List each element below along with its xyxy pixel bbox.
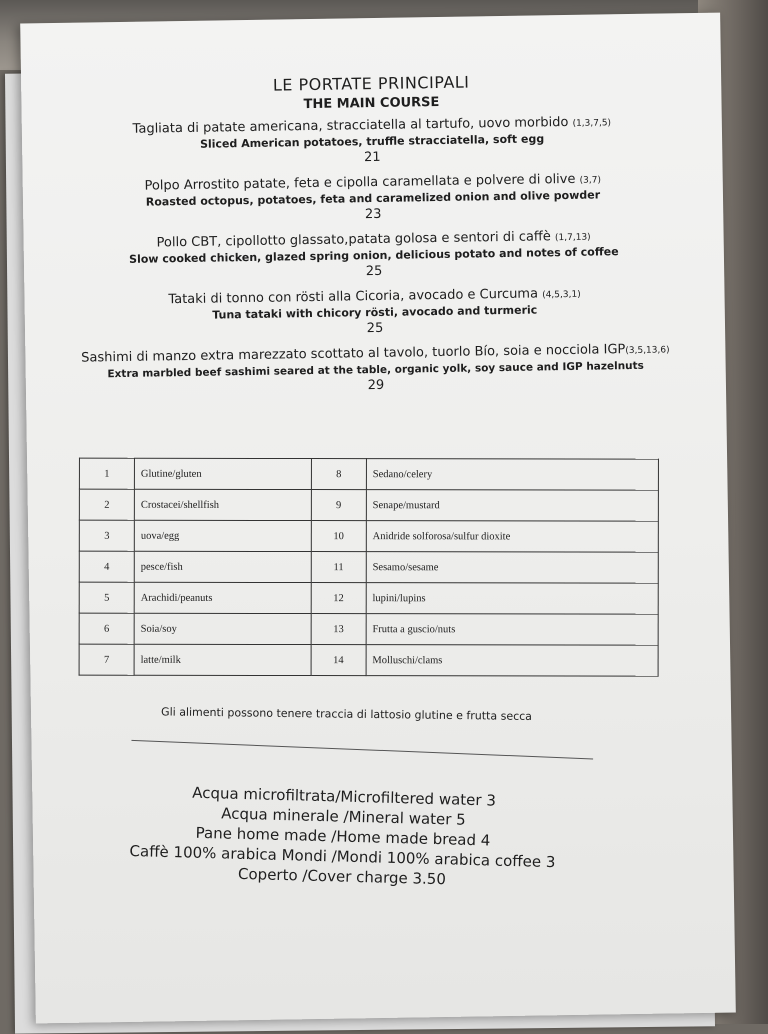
dish-price: 21 [363,149,381,166]
dish-english-name: Extra marbled beef sashimi seared at the table, organic yolk, soy sauce and IGP hazelnuts [107,359,644,381]
allergen-name: Glutine/gluten [134,458,311,489]
allergen-number: 5 [79,582,134,613]
dish-item [25,341,726,400]
table-row [79,613,658,645]
allergen-number: 12 [311,583,366,614]
table-row [79,644,658,676]
allergen-name: pesce/fish [134,551,311,582]
dish-italian-name: Tagliata di patate americana, stracciatella al tartufo, uovo morbido (1,3,7,5) [132,114,612,137]
allergen-name: Crostacei/shellfish [134,489,311,520]
extras-list [102,780,584,893]
page-title: LE PORTATE PRINCIPALI [272,72,470,95]
table-row [79,458,658,490]
extra-item: Coperto /Cover charge 3.50 [237,864,447,889]
dish-english-name: Tuna tataki with chicory rösti, avocado and turmeric [212,303,538,322]
dish-italian-name: Pollo CBT, cipollotto glassato,patata golosa e sentori di caffè (1,7,13) [156,229,591,251]
allergen-number: 14 [311,645,366,676]
dish-price: 29 [367,377,385,394]
dish-item [24,227,725,286]
dish-italian-name: Tataki di tonno con rösti alla Cicoria, avocado e Curcuma (4,5,3,1) [168,286,581,308]
table-row [79,520,658,552]
allergen-name: latte/milk [134,644,311,675]
table-row [79,582,658,614]
dish-english-name: Sliced American potatoes, truffle stracciatella, soft egg [199,132,545,151]
divider [131,740,593,760]
allergen-name: Frutta a guscio/nuts [366,614,658,646]
extra-item: Acqua minerale /Mineral water 5 [221,804,466,829]
allergen-name: Sesamo/sesame [366,552,658,584]
dish-allergens: (4,5,3,1) [542,289,581,301]
dish-english-name: Slow cooked chicken, glazed spring onion, delicious potato and notes of coffee [129,245,619,266]
extra-item: Caffè 100% arabica Mondi /Mondi 100% arabica coffee 3 [129,842,556,872]
allergen-number: 13 [311,614,366,645]
allergen-name: lupini/lupins [366,583,658,615]
allergen-number: 1 [79,458,134,489]
dish-price: 25 [366,320,384,337]
allergen-name: Soia/soy [134,613,311,644]
extra-item: Acqua microfiltrata/Microfiltered water 3 [191,783,497,810]
dish-allergens: (3,5,13,6) [625,345,670,357]
table-row [79,551,658,583]
dish-item [24,284,725,343]
dish-price: 23 [364,206,382,223]
dish-allergens: (1,7,13) [554,232,591,244]
dish-italian-name: Polpo Arrostito patate, feta e cipolla caramellata e polvere di olive (3,7) [144,171,602,194]
dish-english-name: Roasted octopus, potatoes, feta and caramelized onion and olive powder [145,188,601,209]
allergen-name: Arachidi/peanuts [134,582,311,613]
dish-allergens: (3,7) [579,175,602,186]
allergen-table [79,458,659,677]
allergen-number: 8 [311,459,366,490]
table-row [79,489,658,521]
allergen-number: 10 [311,521,366,552]
dish-item [23,170,724,229]
menu-page [20,13,736,1024]
allergen-name: uova/egg [134,520,311,551]
dish-italian-name: Sashimi di manzo extra marezzato scottato al tavolo, tuorlo Bío, soia e nocciola IGP(3,5,13,6) [81,342,670,366]
allergen-trace-note: Gli alimenti possono tenere traccia di lattosio glutine e frutta secca [161,705,533,723]
allergen-number: 3 [79,520,134,551]
allergen-number: 7 [79,644,134,675]
allergen-name: Senape/mustard [366,490,658,522]
extra-item: Pane home made /Home made bread 4 [195,823,491,850]
dish-allergens: (1,3,7,5) [572,118,612,129]
allergen-number: 6 [79,613,134,644]
allergen-name: Sedano/celery [366,459,658,491]
allergen-number: 4 [79,551,134,582]
allergen-number: 2 [79,489,134,520]
page-subtitle: THE MAIN COURSE [303,94,440,113]
allergen-number: 11 [311,552,366,583]
dish-price: 25 [365,263,383,280]
allergen-name: Anidride solforosa/sulfur dioxite [366,521,658,553]
allergen-name: Molluschi/clams [366,645,658,677]
allergen-number: 9 [311,490,366,521]
dish-item [22,113,723,172]
